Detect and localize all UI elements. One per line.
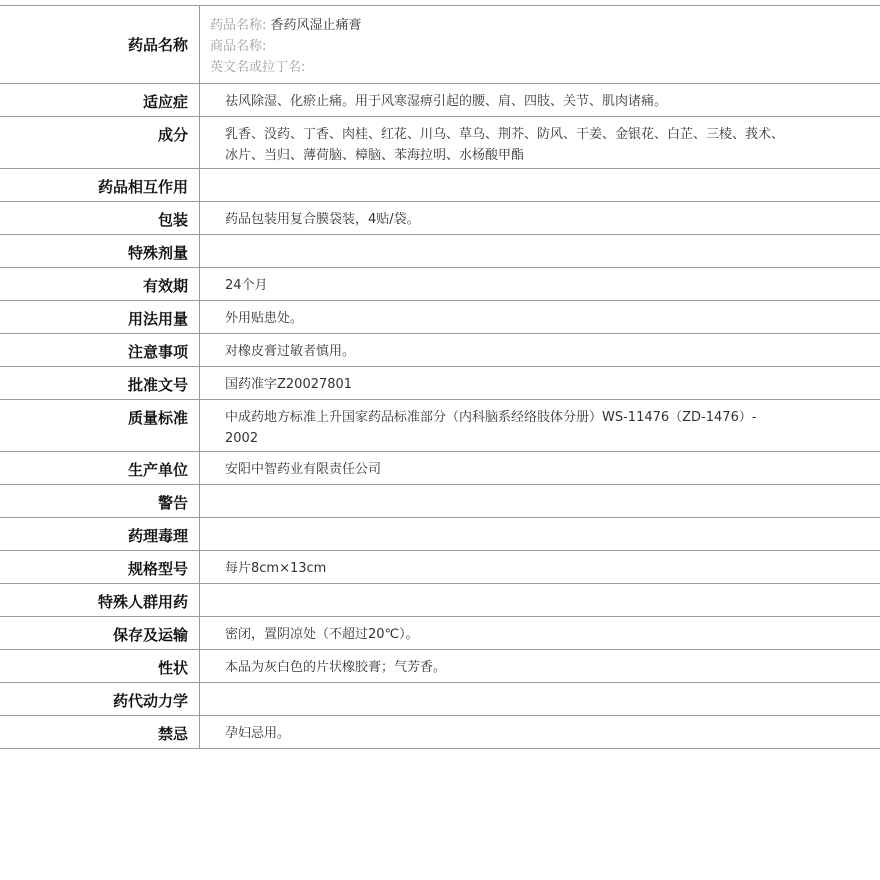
row-approval-number bbox=[0, 366, 880, 399]
row-packaging bbox=[0, 201, 880, 234]
row-label: 用法用量 bbox=[0, 301, 200, 333]
row-pharmacokinetics bbox=[0, 682, 880, 715]
row-value: 每片8cm×13cm bbox=[225, 561, 327, 576]
row-value: 中成药地方标准上升国家药品标准部分（内科脑系经络肢体分册）WS-11476（ZD-1476）-2002 bbox=[225, 410, 757, 446]
row-value: 密闭，置阴凉处（不超过20℃）。 bbox=[225, 627, 419, 642]
row-ingredients bbox=[0, 116, 880, 168]
row-label: 药品名称 bbox=[0, 6, 200, 83]
row-special-dosage bbox=[0, 234, 880, 267]
drug-info-table bbox=[0, 5, 880, 749]
row-value bbox=[200, 235, 880, 267]
row-value bbox=[200, 683, 880, 715]
row-pharmacology bbox=[0, 517, 880, 550]
row-value: 药品包装用复合膜袋装，4贴/袋。 bbox=[225, 212, 420, 227]
row-shelf-life bbox=[0, 267, 880, 300]
generic-name-line bbox=[210, 15, 880, 36]
trade-name-line bbox=[210, 36, 880, 57]
generic-name-value: 香药风湿止痛膏 bbox=[270, 18, 362, 33]
row-label: 禁忌 bbox=[0, 716, 200, 748]
row-value: 国药准字Z20027801 bbox=[225, 377, 353, 392]
row-drug-name bbox=[0, 5, 880, 83]
row-value: 24个月 bbox=[225, 278, 268, 293]
row-label: 警告 bbox=[0, 485, 200, 517]
row-value: 孕妇忌用。 bbox=[225, 726, 291, 741]
row-indications bbox=[0, 83, 880, 116]
row-value: 祛风除湿、化瘀止痛。用于风寒湿痹引起的腰、肩、四肢、关节、肌肉诸痛。 bbox=[225, 94, 668, 109]
row-value: 本品为灰白色的片状橡胶膏；气芳香。 bbox=[225, 660, 447, 675]
row-label: 成分 bbox=[0, 117, 200, 168]
row-label: 药理毒理 bbox=[0, 518, 200, 550]
row-contraindications bbox=[0, 715, 880, 749]
row-label: 批准文号 bbox=[0, 367, 200, 399]
row-label: 性状 bbox=[0, 650, 200, 682]
row-value: 对橡皮膏过敏者慎用。 bbox=[225, 344, 356, 359]
row-label: 生产单位 bbox=[0, 452, 200, 484]
row-specification bbox=[0, 550, 880, 583]
row-storage bbox=[0, 616, 880, 649]
row-usage bbox=[0, 300, 880, 333]
row-value: 外用贴患处。 bbox=[225, 311, 304, 326]
row-label: 质量标准 bbox=[0, 400, 200, 451]
english-name-line bbox=[210, 57, 880, 78]
row-manufacturer bbox=[0, 451, 880, 484]
row-value bbox=[200, 584, 880, 616]
english-name-key: 英文名或拉丁名: bbox=[210, 60, 306, 75]
row-warning bbox=[0, 484, 880, 517]
row-quality-standard bbox=[0, 399, 880, 451]
row-value bbox=[200, 485, 880, 517]
row-precautions bbox=[0, 333, 880, 366]
row-label: 特殊剂量 bbox=[0, 235, 200, 267]
row-label: 有效期 bbox=[0, 268, 200, 300]
row-value: 乳香、没药、丁香、肉桂、红花、川乌、草乌、荆芥、防风、干姜、金银花、白芷、三棱、莪术、冰片、当归、薄荷脑、樟脑、苯海拉明、水杨酸甲酯 bbox=[225, 127, 785, 163]
row-label: 特殊人群用药 bbox=[0, 584, 200, 616]
row-label: 规格型号 bbox=[0, 551, 200, 583]
row-special-populations bbox=[0, 583, 880, 616]
row-label: 包装 bbox=[0, 202, 200, 234]
row-value bbox=[200, 169, 880, 201]
row-label: 注意事项 bbox=[0, 334, 200, 366]
row-description bbox=[0, 649, 880, 682]
row-label: 药品相互作用 bbox=[0, 169, 200, 201]
row-label: 适应症 bbox=[0, 84, 200, 116]
row-value bbox=[200, 6, 880, 83]
generic-name-key: 药品名称: bbox=[210, 18, 267, 33]
row-value bbox=[200, 518, 880, 550]
trade-name-key: 商品名称: bbox=[210, 39, 267, 54]
row-label: 保存及运输 bbox=[0, 617, 200, 649]
row-label: 药代动力学 bbox=[0, 683, 200, 715]
row-value: 安阳中智药业有限责任公司 bbox=[225, 462, 382, 477]
row-interactions bbox=[0, 168, 880, 201]
